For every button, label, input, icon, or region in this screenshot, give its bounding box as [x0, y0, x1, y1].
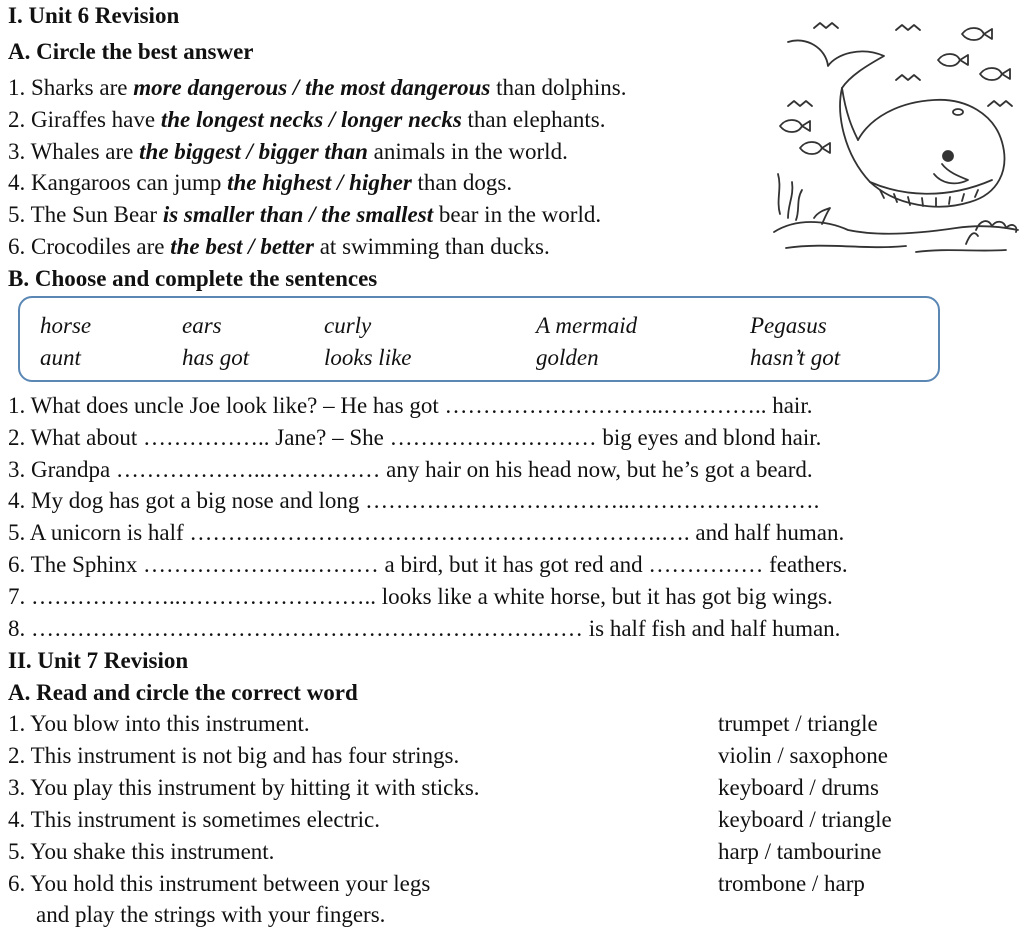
- options-6[interactable]: the best / better: [170, 234, 314, 259]
- word-bank-item: looks like: [324, 345, 412, 370]
- instrument-question-6-continuation: and play the strings with your fingers.: [36, 902, 386, 927]
- unit7-heading: II. Unit 7 Revision: [8, 648, 189, 673]
- sentence-1: 1. What does uncle Joe look like? – He has got ………………………..………….. hair.: [8, 393, 813, 418]
- word-bank-item: has got: [182, 345, 250, 370]
- question-5: 5. The Sun Bear is smaller than / the smallest bear in the world.: [8, 202, 602, 227]
- question-6: 6. Crocodiles are the best / better at swimming than ducks.: [8, 234, 550, 259]
- unit7-partA-heading: A. Read and circle the correct word: [8, 680, 358, 705]
- word-bank-item: A mermaid: [536, 313, 638, 338]
- options-2[interactable]: the longest necks / longer necks: [160, 107, 462, 132]
- instrument-options-2[interactable]: violin / saxophone: [718, 743, 888, 768]
- options-5[interactable]: is smaller than / the smallest: [162, 202, 434, 227]
- question-2: 2. Giraffes have the longest necks / longer necks than elephants.: [8, 107, 606, 132]
- question-3: 3. Whales are the biggest / bigger than animals in the world.: [8, 139, 568, 164]
- question-1: 1. Sharks are more dangerous / the most dangerous than dolphins.: [8, 75, 627, 100]
- unit6-heading: I. Unit 6 Revision: [8, 3, 180, 28]
- options-3[interactable]: the biggest / bigger than: [139, 139, 368, 164]
- sentence-3: 3. Grandpa ………………..…………… any hair on his head now, but he’s got a beard.: [8, 457, 813, 482]
- word-bank-item: horse: [40, 313, 92, 338]
- sentence-8: 8. ……………………………………………………………… is half fish and half human.: [8, 616, 841, 641]
- instrument-options-4[interactable]: keyboard / triangle: [718, 807, 892, 832]
- instrument-question-6: 6. You hold this instrument between your legs: [8, 871, 431, 896]
- sentence-7: 7. ………………..…………………….. looks like a white horse, but it has got big wings.: [8, 584, 833, 609]
- sentence-2: 2. What about …………….. Jane? – She ……………………… big eyes and blond hair.: [8, 425, 822, 450]
- question-4: 4. Kangaroos can jump the highest / higher than dogs.: [8, 170, 513, 195]
- instrument-question-5: 5. You shake this instrument.: [8, 839, 275, 864]
- word-bank-item: hasn’t got: [750, 345, 841, 370]
- instrument-options-3[interactable]: keyboard / drums: [718, 775, 879, 800]
- options-4[interactable]: the highest / higher: [227, 170, 412, 195]
- instrument-options-6[interactable]: trombone / harp: [718, 871, 865, 896]
- word-bank-item: curly: [324, 313, 372, 338]
- instrument-options-5[interactable]: harp / tambourine: [718, 839, 882, 864]
- unit6-partA-heading: A. Circle the best answer: [8, 39, 254, 64]
- word-bank: [18, 296, 940, 382]
- sentence-5: 5. A unicorn is half ……….…………………………………………….…. and half human.: [8, 520, 845, 545]
- instrument-question-3: 3. You play this instrument by hitting it with sticks.: [8, 775, 480, 800]
- instrument-options-1[interactable]: trumpet / triangle: [718, 711, 878, 736]
- sentence-4: 4. My dog has got a big nose and long ……………………………..…………………….: [8, 488, 820, 513]
- instrument-question-2: 2. This instrument is not big and has four strings.: [8, 743, 460, 768]
- sentence-6: 6. The Sphinx ………………….……… a bird, but it has got red and …………… feathers.: [8, 552, 848, 577]
- whale-icon: [766, 14, 1022, 262]
- unit6-partB-heading: B. Choose and complete the sentences: [8, 266, 378, 291]
- word-bank-item: golden: [536, 345, 599, 370]
- word-bank-item: Pegasus: [750, 313, 827, 338]
- instrument-question-1: 1. You blow into this instrument.: [8, 711, 310, 736]
- word-bank-item: ears: [182, 313, 222, 338]
- options-1[interactable]: more dangerous / the most dangerous: [133, 75, 491, 100]
- word-bank-item: aunt: [40, 345, 81, 370]
- instrument-question-4: 4. This instrument is sometimes electric.: [8, 807, 380, 832]
